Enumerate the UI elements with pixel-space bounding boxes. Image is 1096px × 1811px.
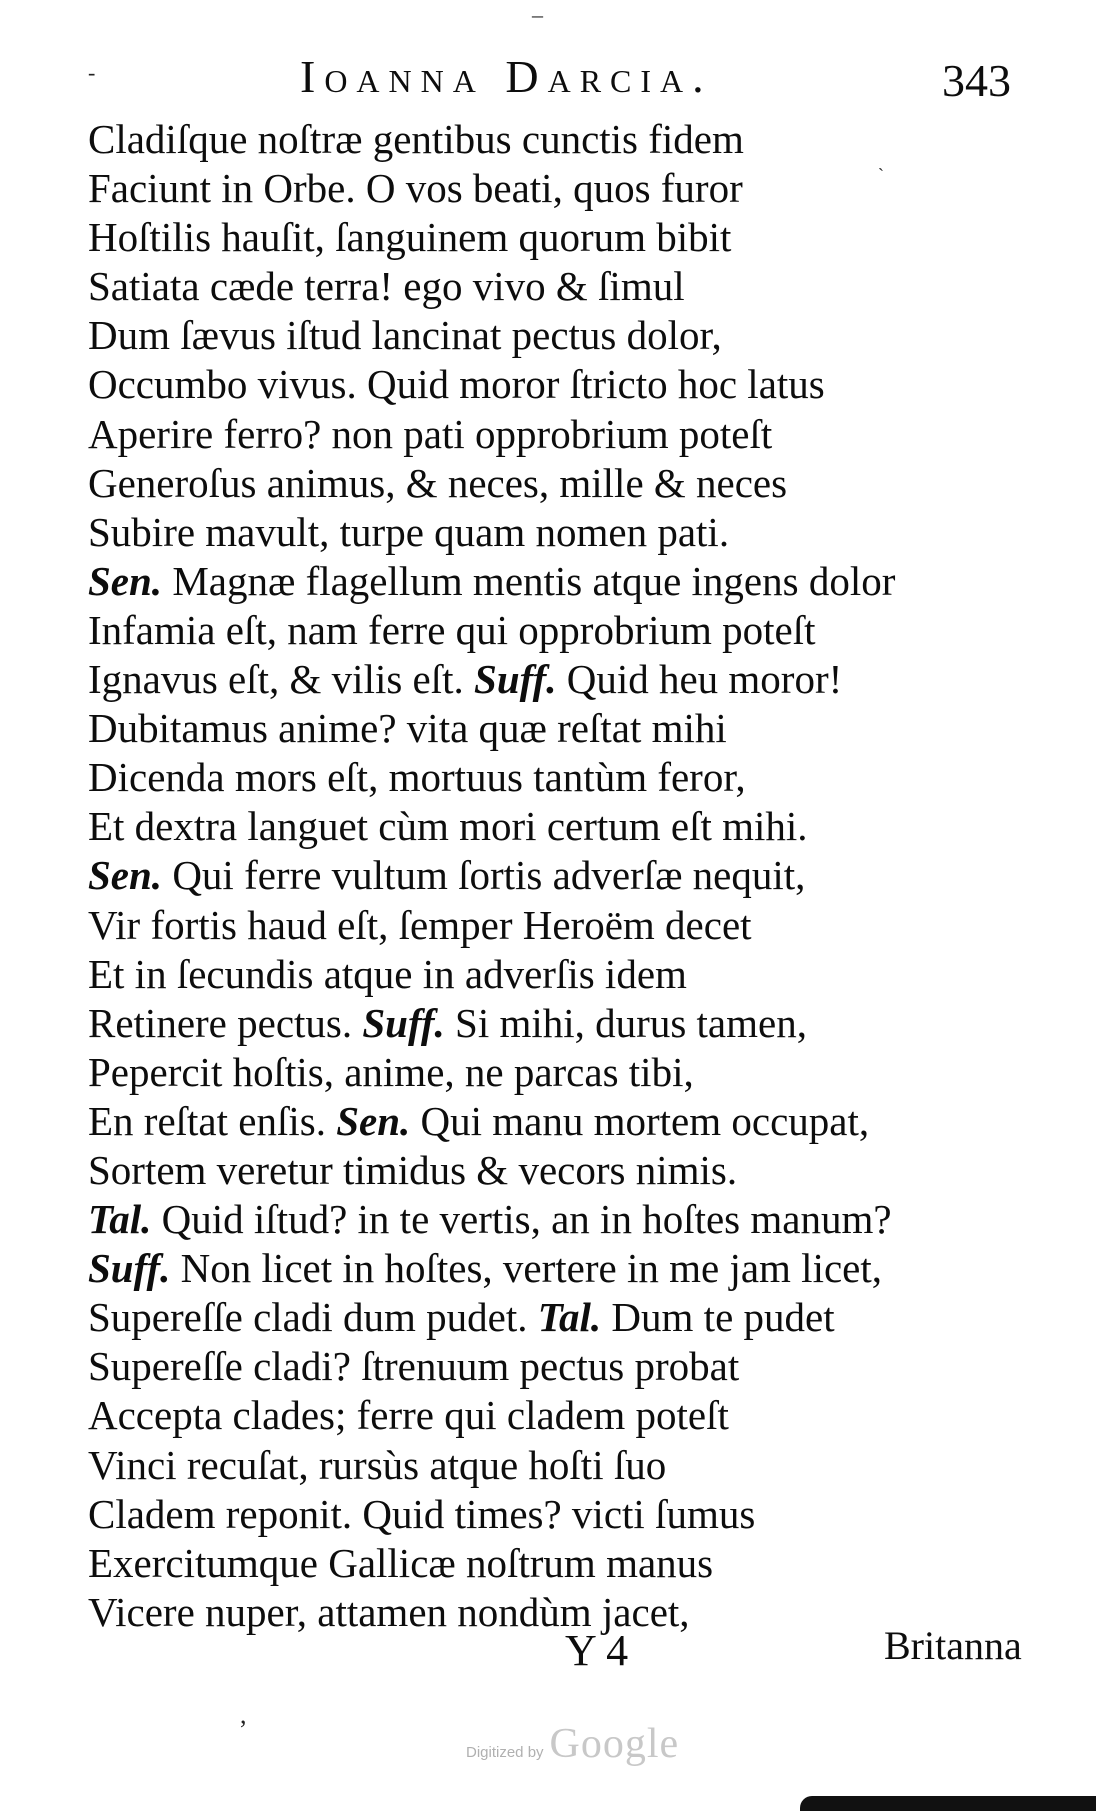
verse-line	[88, 901, 1068, 950]
verse-text: Dicenda mors eſt, mortuus tantùm feror,	[88, 754, 746, 801]
digitized-by-label: Digitized by	[466, 1744, 544, 1761]
verse-text: Et dextra languet cùm mori certum eſt mihi.	[88, 803, 808, 850]
verse-line	[88, 508, 1068, 557]
verse-line	[88, 1244, 1068, 1293]
running-head: Ioanna Darcia.	[300, 51, 713, 102]
verse-line	[88, 410, 1068, 459]
verse-line	[88, 262, 1068, 311]
verse-block	[88, 115, 1068, 1637]
google-logo: Google	[549, 1721, 680, 1767]
scan-edge-shadow	[800, 1796, 1096, 1811]
digitized-by-watermark	[466, 1720, 679, 1768]
verse-line	[88, 1441, 1068, 1490]
verse-text: Supereſſe cladi dum pudet. Tal. Dum te pudet	[88, 1294, 835, 1341]
scan-speck: –	[532, 2, 543, 27]
verse-line	[88, 1097, 1068, 1146]
speaker-name: Suff.	[474, 656, 557, 703]
verse-text: Supereſſe cladi? ſtrenuum pectus probat	[88, 1343, 740, 1390]
verse-line	[88, 753, 1068, 802]
verse-line	[88, 557, 1068, 606]
catchword: Britanna	[884, 1623, 1022, 1668]
verse-text: Qui ferre vultum ſortis adverſæ nequit,	[172, 852, 806, 899]
verse-text: Satiata cæde terra! ego vivo & ſimul	[88, 263, 685, 310]
page-number: 343	[942, 55, 1011, 106]
speaker-name: Suff.	[362, 999, 445, 1046]
verse-text: Subire mavult, turpe quam nomen pati.	[88, 508, 730, 555]
verse-text: Sortem veretur timidus & vecors nimis.	[88, 1146, 738, 1193]
verse-line	[88, 1293, 1068, 1342]
verse-text: Cladem reponit. Quid times? victi ſumus	[88, 1490, 756, 1537]
verse-line	[88, 164, 1068, 213]
verse-line	[88, 115, 1068, 164]
scan-speck: -	[88, 60, 96, 85]
speaker-name: Tal.	[88, 1196, 152, 1243]
verse-text: Accepta clades; ferre qui cladem poteſt	[88, 1392, 729, 1439]
speaker-name: Sen.	[88, 852, 163, 899]
verse-line	[88, 1048, 1068, 1097]
verse-text: Cladiſque noſtræ gentibus cunctis fidem	[88, 116, 744, 162]
verse-line	[88, 1342, 1068, 1391]
verse-line	[88, 1146, 1068, 1195]
speaker-name: Sen.	[88, 557, 163, 604]
verse-line	[88, 655, 1068, 704]
verse-line	[88, 851, 1068, 900]
verse-text: Dubitamus anime? vita quæ reſtat mihi	[88, 705, 727, 752]
verse-text: Hoſtilis hauſit, ſanguinem quorum bibit	[88, 214, 732, 261]
verse-text: Aperire ferro? non pati opprobrium poteſt	[88, 410, 773, 457]
speaker-name: Sen.	[336, 1097, 411, 1144]
verse-line	[88, 213, 1068, 262]
verse-line	[88, 1490, 1068, 1539]
scan-speck: `	[878, 165, 884, 185]
verse-line	[88, 802, 1068, 851]
verse-line	[88, 1391, 1068, 1440]
verse-text: Occumbo vivus. Quid moror ſtricto hoc latus	[88, 361, 825, 408]
scan-speck: ,	[240, 1700, 247, 1729]
verse-text: Ignavus eſt, & vilis eſt. Suff. Quid heu moror!	[88, 656, 843, 703]
verse-text: Dum ſævus iſtud lancinat pectus dolor,	[88, 312, 722, 359]
verse-text: Pepercit hoſtis, anime, ne parcas tibi,	[88, 1048, 694, 1095]
signature-mark: Y 4	[565, 1626, 629, 1675]
verse-text: Generoſus animus, & neces, mille & neces	[88, 459, 788, 506]
verse-line	[88, 1195, 1068, 1244]
verse-text: Vicere nuper, attamen nondùm jacet,	[88, 1588, 690, 1635]
verse-line	[88, 360, 1068, 409]
speaker-name: Tal.	[537, 1294, 602, 1341]
verse-line	[88, 459, 1068, 508]
verse-text: Retinere pectus. Suff. Si mihi, durus tamen,	[88, 999, 807, 1046]
verse-text: Infamia eſt, nam ferre qui opprobrium poteſt	[88, 606, 816, 653]
verse-text: Non licet in hoſtes, vertere in me jam licet,	[180, 1245, 882, 1292]
verse-text: Faciunt in Orbe. O vos beati, quos furor	[88, 165, 743, 212]
verse-text: Exercitumque Gallicæ noſtrum manus	[88, 1539, 714, 1586]
verse-line	[88, 704, 1068, 753]
verse-line	[88, 606, 1068, 655]
verse-text: Magnæ flagellum mentis atque ingens dolor	[172, 557, 896, 604]
verse-text: Vinci recuſat, rursùs atque hoſti ſuo	[88, 1441, 667, 1488]
verse-line	[88, 950, 1068, 999]
verse-text: Vir fortis haud eſt, ſemper Heroëm decet	[88, 901, 752, 948]
verse-text: Et in ſecundis atque in adverſis idem	[88, 950, 687, 997]
verse-text: Quid iſtud? in te vertis, an in hoſtes manum?	[161, 1196, 892, 1243]
verse-text: En reſtat enſis. Sen. Qui manu mortem occupat,	[88, 1097, 870, 1144]
verse-line	[88, 311, 1068, 360]
verse-line	[88, 1539, 1068, 1588]
verse-line	[88, 999, 1068, 1048]
speaker-name: Suff.	[88, 1245, 171, 1292]
